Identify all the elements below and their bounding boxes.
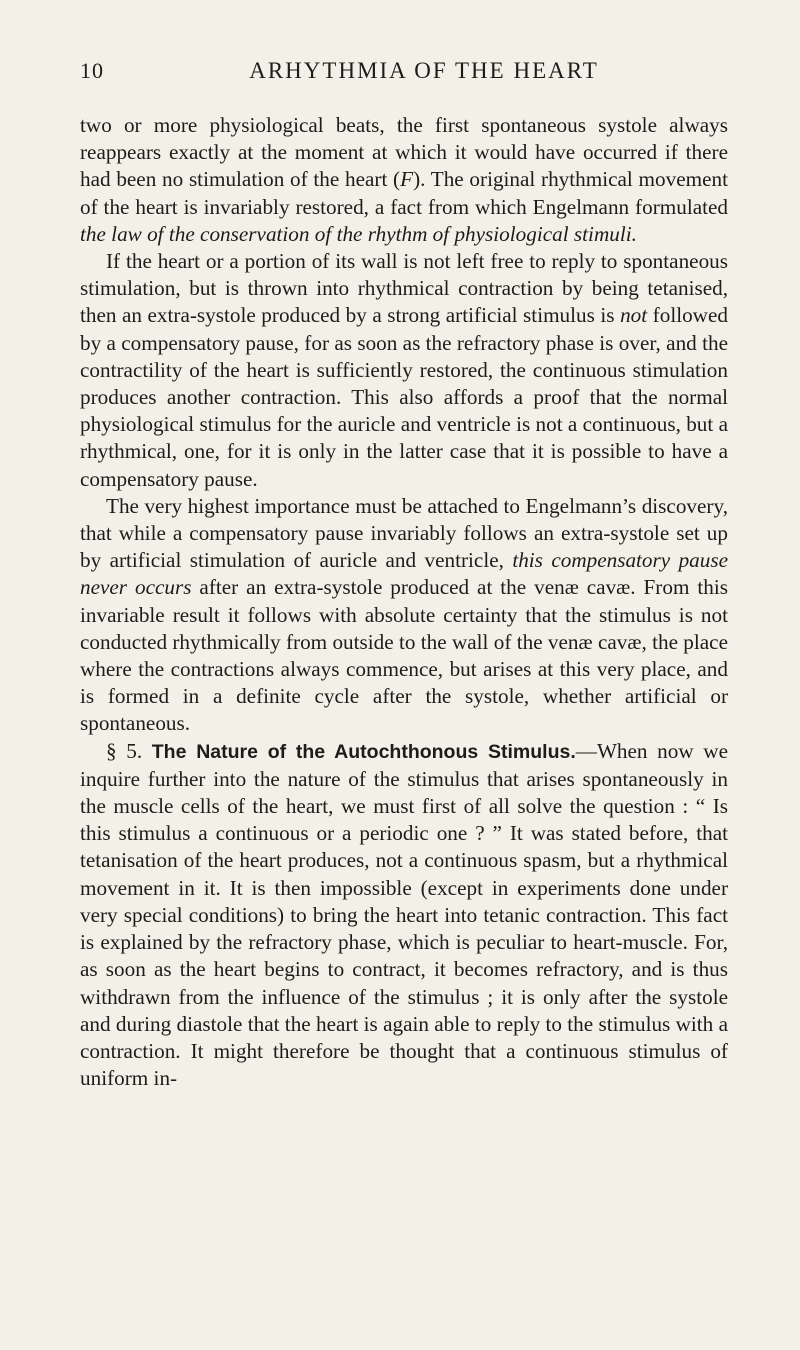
body-text xyxy=(80,112,728,1092)
page-number: 10 xyxy=(80,58,104,83)
section-heading: The Nature of the Autochthonous Stimulus. xyxy=(151,740,576,763)
paragraph-1 xyxy=(80,112,728,248)
paragraph-3 xyxy=(80,493,728,738)
text-run: If the heart or a portion of its wall is not left free to reply to spontaneous stimulation, but is thrown into rhythmical contraction by being tetanised, then an extra-systole produced by a strong artificial stimulus is xyxy=(80,249,728,328)
paragraph-4 xyxy=(80,738,728,1093)
text-run: after an extra-systole produced at the venæ cavæ. From this invariable result it follows with absolute certainty that the stimulus is not conducted rhythmically from outside to the wall of the venæ cavæ, the place where the contractions always commence, but arises at this very place, and is formed in a definite cycle after the systole, whether artificial or spontaneous. xyxy=(80,575,728,736)
section-number: § 5. xyxy=(106,738,143,763)
emphasis-not: not xyxy=(620,303,648,328)
text-run: ). The original rhythmical movement of the heart is invariably restored, a fact from which Engelmann formulated xyxy=(80,167,728,219)
running-title: ARHYTHMIA OF THE HEART xyxy=(249,58,599,83)
text-run: two or more physiological beats, the first spontaneous systole always reappears exactly at the moment at which it would have occurred if there had been no stimulation of the heart ( xyxy=(80,113,728,192)
running-head xyxy=(80,58,728,92)
emphasis-phrase: this compensatory pause never occurs xyxy=(80,548,728,600)
text-run: —When now we inquire further into the nature of the stimulus that arises spontaneously in the muscle cells of the heart, we must first of all solve the question : “ Is this stimulus a continuous or a periodic one ? ” It was stated before, that tetanisation of the heart produces, not a continuous spasm, but a rhythmical movement in it. It is then impossible (except in experiments done under very special conditions) to bring the heart into tetanic contraction. This fact is explained by the refractory phase, which is peculiar to heart-muscle. For, as soon as the heart begins to contract, it becomes refractory, and is thus withdrawn from the influence of the stimulus ; it is only after the systole and during diastole that the heart is again able to reply to the stimulus with a contraction. It might therefore be thought that a continuous stimulus of uniform in- xyxy=(80,738,728,1091)
figure-label: F xyxy=(400,167,414,192)
law-name: the law of the conservation of the rhythm of physiological stimuli. xyxy=(80,221,637,246)
text-run: The very highest importance must be attached to Engelmann’s discovery, that while a compensatory pause invariably follows an extra-systole set up by artificial stimulation of auricle and ventricle, xyxy=(80,493,728,573)
paragraph-2 xyxy=(80,248,728,493)
text-run: followed by a compensatory pause, for as soon as the refractory phase is over, and the contractility of the heart is sufficiently restored, the continuous stimulation produces another contraction. This also affords a proof that the normal physiological stimulus for the auricle and ventricle is not a continuous, but a rhythmical, one, for it is only in the latter case that it is possible to have a compensatory pause. xyxy=(80,303,728,491)
